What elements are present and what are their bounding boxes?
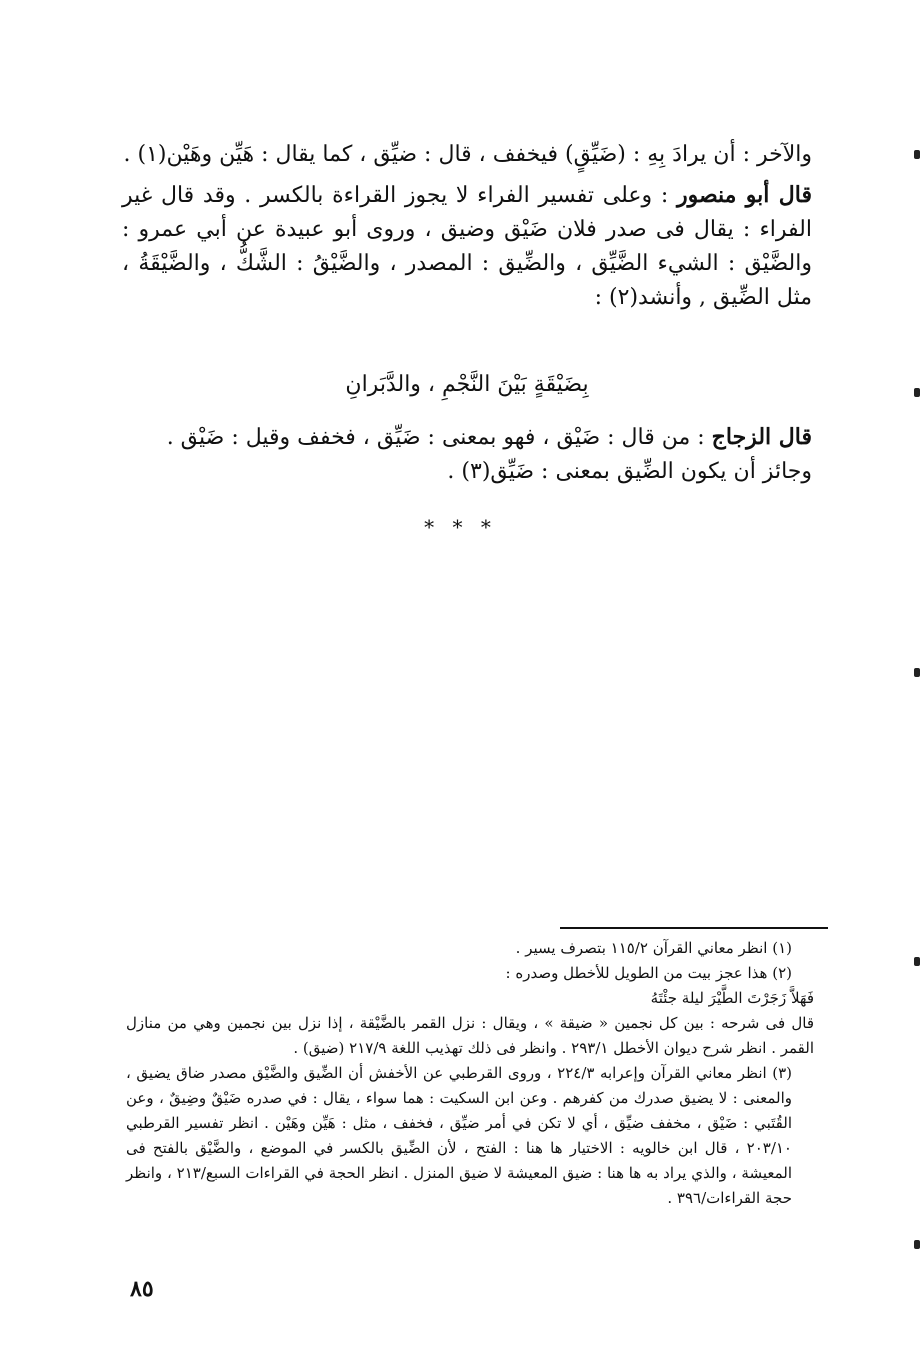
footnote-2-intro: (٢) هذا عجز بيت من الطويل للأخطل وصدره :: [505, 964, 792, 982]
paragraph-2-text: : وعلى تفسير الفراء لا يجوز القراءة بالكسر . وقد قال غير الفراء : يقال فى صدر فلان ضَيْق وضيق ، وروى أبو عبيدة عن أبي عمرو : والضَّيْق : الشيء الضَّيِّق ، والضِّيق : المصدر ، والضَّيْقُ : الشَّكُّ ، والضَّيْقَةُ ، مثل الضِّيق , وأنشد(٢) :: [122, 183, 812, 310]
edge-mark: [914, 388, 920, 397]
footnote-1: (١) انظر معاني القرآن ١١٥/٢ بتصرف يسير .: [515, 939, 792, 957]
verse-line: بِضَيْقَةٍ بَيْنَ النَّجْمِ ، والدَّبَرانِ: [345, 372, 589, 397]
paragraph-3-line2: وجائز أن يكون الضِّيق بمعنى : ضَيِّق(٣) .: [447, 459, 812, 484]
paragraph-2: [122, 178, 812, 315]
edge-mark: [914, 150, 920, 159]
edge-mark: [914, 957, 920, 966]
paragraph-1: والآخر : أن يرادَ بِهِ : (ضَيِّقٍ) فيخفف ، قال : ضيِّق ، كما يقال : هَيِّن وهَيْن(١) .: [123, 142, 812, 167]
paragraph-2-lead: قال أبو منصور: [676, 182, 812, 208]
footnotes: [126, 936, 814, 1211]
footnote-2-body: قال فى شرحه : بين كل نجمين « ضيقة » ، ويقال : نزل القمر بالضَّيْقة ، إذا نزل بين نجمين وهي من منازل القمر . انظر شرح ديوان الأخطل ٢٩٣/١ . وانظر فى ذلك تهذيب اللغة ٢١٧/٩ (ضيق) .: [126, 1014, 814, 1057]
footnote-rule: [560, 927, 828, 929]
section-separator: * * *: [424, 515, 497, 539]
paragraph-3: [122, 420, 812, 455]
footnote-3: (٣) انظر معاني القرآن وإعرابه ٢٢٤/٣ ، وروى القرطبي عن الأخفش أن الضِّيق والضَّيْق مصدر ضاق يضيق ، والمعنى : لا يضيق صدرك من كفرهم . وعن ابن السكيت : هما سواء ، يقال : في صدره ضَيْقٌ وضِيقٌ ، وعن القُتَبي : ضَيْق ، مخفف ضيِّق ، أي لا تكن في أمر ضيِّق ، فخفف ، مثل : هَيِّن وهَيْن . انظر تفسير القرطبي ٢٠٣/١٠ ، قال ابن خالويه : الاختيار ها هنا : الفتح ، لأن الضِّيق بالكسر في الموضع ، والضَّيْق بالفتح فى المعيشة ، والذي يراد به ها هنا : ضيق المعيشة لا ضيق المنزل . انظر الحجة في القراءات السبع/٢١٣ ، وانظر حجة القراءات/٣٩٦ .: [126, 1064, 792, 1207]
main-text: [122, 138, 812, 321]
paragraph-3-lead: قال الزجاج: [711, 424, 812, 450]
edge-mark: [914, 1240, 920, 1249]
footnote-2-verse: فَهَلاَّ زَجَرْتَ الطَّيْرَ ليلة جئْتَهُ: [650, 989, 814, 1007]
paragraph-3-block: [122, 420, 812, 489]
edge-mark: [914, 668, 920, 677]
page-number: ٨٥: [130, 1276, 154, 1302]
paragraph-3-text: : من قال : ضَيْق ، فهو بمعنى : ضَيِّق ، فخفف وقيل : ضَيْق .: [166, 425, 712, 450]
